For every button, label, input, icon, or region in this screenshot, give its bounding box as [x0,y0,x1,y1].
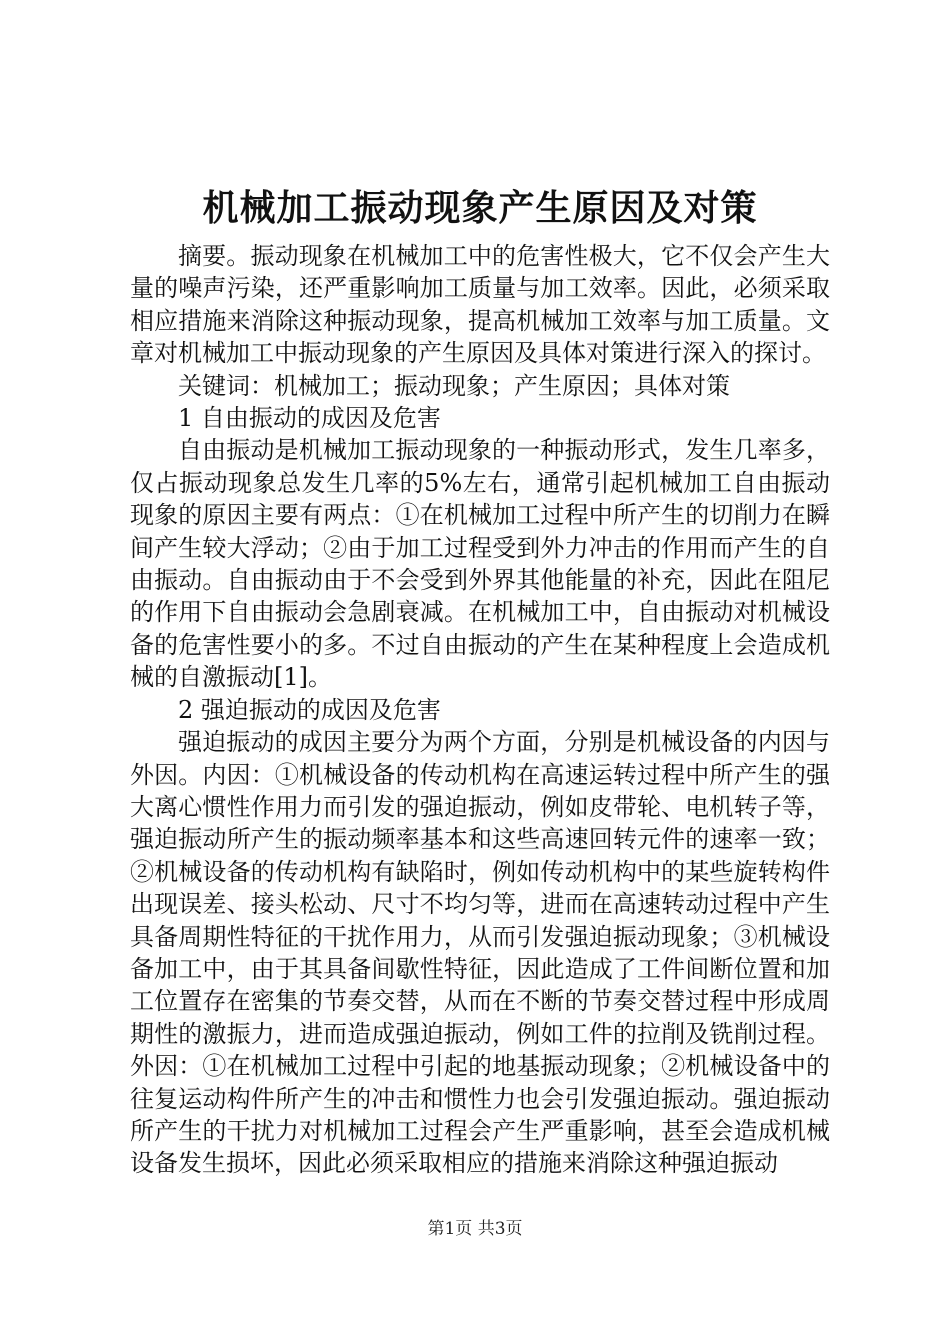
section-1-heading: 1 自由振动的成因及危害 [178,404,441,433]
keywords-line: 关键词：机械加工；振动现象；产生原因；具体对策 [178,371,730,400]
page-footer: 第1页 共3页 [427,1219,523,1239]
section-2-body: 强迫振动的成因主要分为两个方面，分别是机械设备的内因与外因。内因：①机械设备的传动机构在高速运转过程中所产生的强大离心惯性作用力而引发的强迫振动，例如皮带轮、电机转子等，强迫振动所产生的振动频率基本和这些高速回转元件的速率一致；②机械设备的传动机构有缺陷时，例如传动机构中的某些旋转构件出现误差、接头松动、尺寸不均匀等，进而在高速转动过程中产生具备周期性特征的干扰作用力，从而引发强迫振动现象；③机械设备加工中，由于其具备间歇性特征，因此造成了工件间断位置和加工位置存在密集的节奏交替，从而在不断的节奏交替过程中形成周期性的激振力，进而造成强迫振动，例如工件的拉削及铣削过程。外因：①在机械加工过程中引起的地基振动现象；②机械设备中的往复运动构件所产生的冲击和惯性力也会引发强迫振动。强迫振动所产生的干扰力对机械加工过程会产生严重影响，甚至会造成机械设备发生损坏，因此必须采取相应的措施来消除这种强迫振动 [130,728,830,1178]
abstract-paragraph: 摘要。振动现象在机械加工中的危害性极大，它不仅会产生大量的噪声污染，还严重影响加工质量与加工效率。因此，必须采取相应措施来消除这种振动现象，提高机械加工效率与加工质量。文章对机械加工中振动现象的产生原因及具体对策进行深入的探讨。 [130,242,830,368]
section-2-heading: 2 强迫振动的成因及危害 [178,695,441,724]
document-page [130,180,830,1180]
section-1-body: 自由振动是机械加工振动现象的一种振动形式，发生几率多，仅占振动现象总发生几率的5%左右，通常引起机械加工自由振动现象的原因主要有两点：①在机械加工过程中所产生的切削力在瞬间产生较大浮动；②由于加工过程受到外力冲击的作用而产生的自由振动。自由振动由于不会受到外界其他能量的补充，因此在阻尼的作用下自由振动会急剧衰减。在机械加工中，自由振动对机械设备的危害性要小的多。不过自由振动的产生在某种程度上会造成机械的自激振动[1]。 [130,436,830,692]
document-title: 机械加工振动现象产生原因及对策 [202,187,758,229]
